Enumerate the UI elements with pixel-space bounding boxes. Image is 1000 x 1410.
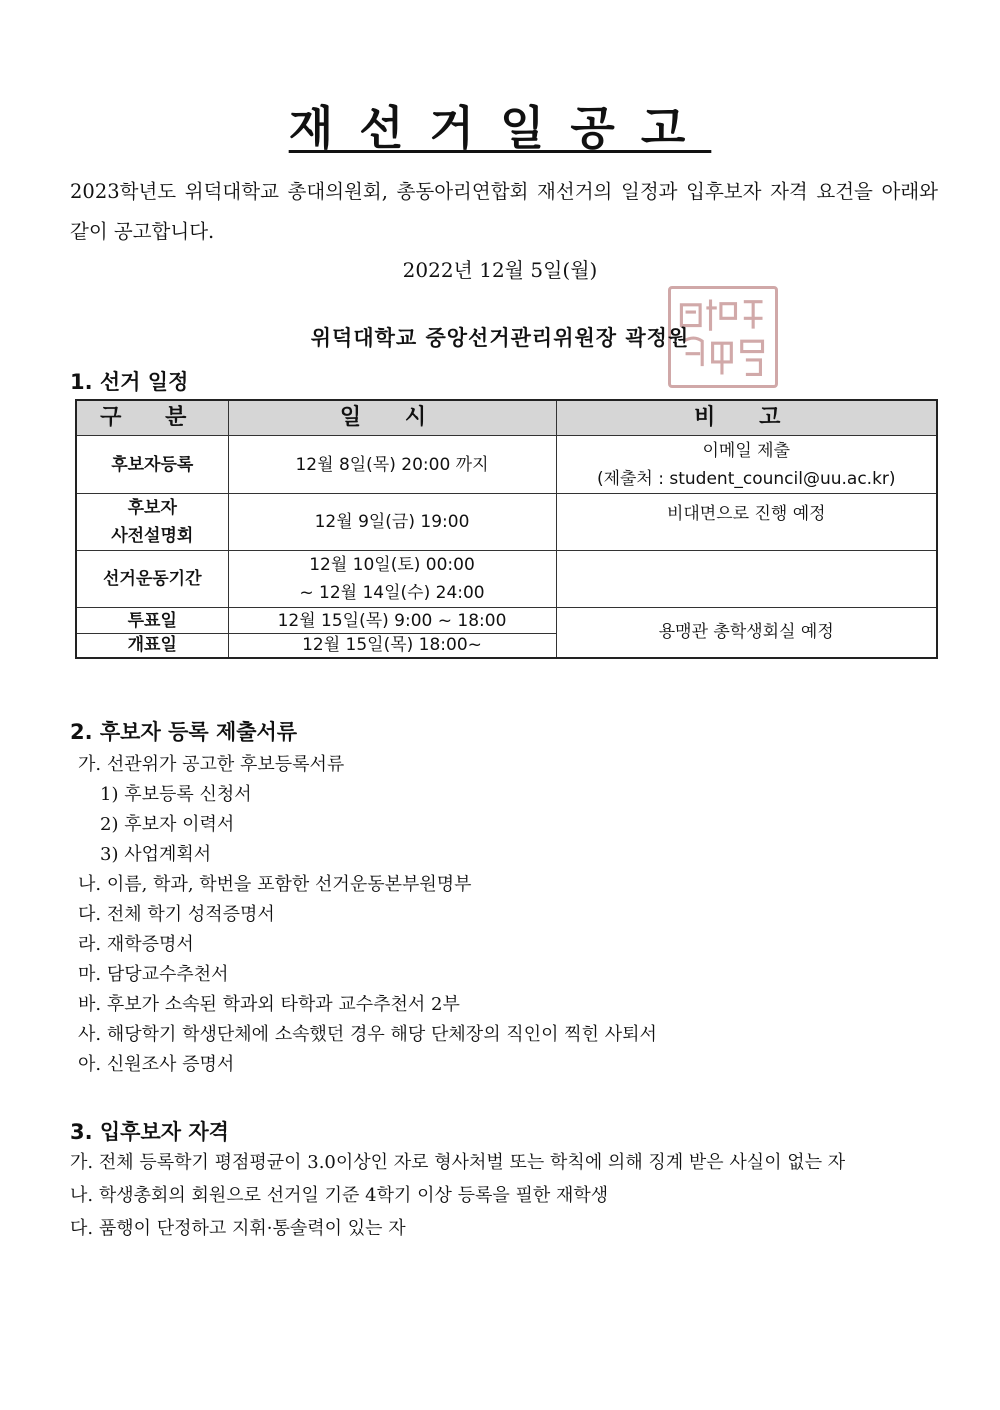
list-item: 3) 사업계획서 (100, 844, 212, 865)
list-item: 나. 학생총회의 회원으로 선거일 기준 4학기 이상 등록을 필한 재학생 (70, 1185, 609, 1206)
row-label-briefing-line2: 사전설명회 (111, 526, 194, 546)
row-label-briefing (76, 494, 228, 551)
list-item: 라. 재학증명서 (78, 934, 194, 955)
qualifications-list (70, 1146, 845, 1245)
announcement-date: 2022년 12월 5일(월) (402, 258, 598, 282)
row-time-registration: 12월 8일(목) 20:00 까지 (228, 436, 556, 494)
section-heading-qualifications: 3. 입후보자 자격 (70, 1120, 229, 1144)
table-row (76, 551, 937, 608)
list-item: 마. 담당교수추천서 (78, 964, 229, 985)
column-header-datetime: 일 시 (228, 400, 556, 436)
row-time-voting: 12월 15일(목) 9:00 ~ 18:00 (228, 608, 556, 634)
list-item: 바. 후보가 소속된 학과외 타학과 교수추천서 2부 (78, 994, 460, 1015)
list-item: 가. 전체 등록학기 평점평균이 3.0이상인 자로 형사처벌 또는 학칙에 의해 징계 받은 사실이 없는 자 (70, 1152, 846, 1173)
row-label-voting: 투표일 (76, 608, 228, 634)
row-time-campaign-end: ~ 12월 14일(수) 24:00 (299, 583, 485, 603)
list-item: 아. 신원조사 증명서 (78, 1054, 235, 1075)
list-item: 2) 후보자 이력서 (100, 814, 235, 835)
column-header-category: 구 분 (76, 400, 228, 436)
row-time-campaign-start: 12월 10일(토) 00:00 (309, 555, 475, 575)
table-row (76, 494, 937, 551)
section-heading-schedule: 1. 선거 일정 (70, 370, 189, 394)
row-label-counting: 개표일 (76, 634, 228, 658)
row-time-counting: 12월 15일(목) 18:00~ (228, 634, 556, 658)
row-note-campaign (556, 551, 937, 608)
table-row (76, 436, 937, 494)
note-email-submission: 이메일 제출 (702, 440, 790, 461)
row-note-registration (556, 436, 937, 494)
committee-chair-signature: 위덕대학교 중앙선거관리위원장 곽정원 (310, 326, 690, 350)
list-item: 가. 선관위가 공고한 후보등록서류 (78, 754, 345, 775)
table-header-row (76, 400, 937, 436)
section-heading-documents: 2. 후보자 등록 제출서류 (70, 720, 298, 744)
row-time-briefing: 12월 9일(금) 19:00 (228, 494, 556, 551)
row-label-briefing-line1: 후보자 (127, 498, 177, 518)
list-item: 다. 품행이 단정하고 지휘·통솔력이 있는 자 (70, 1218, 406, 1239)
list-item: 1) 후보등록 신청서 (100, 784, 252, 805)
table-row (76, 608, 937, 634)
intro-paragraph: 2023학년도 위덕대학교 총대의원회, 총동아리연합회 재선거의 일정과 입후보자 자격 요건을 아래와 같이 공고합니다. (70, 180, 938, 243)
list-item: 사. 해당학기 학생단체에 소속했던 경우 해당 단체장의 직인이 찍힌 사퇴서 (78, 1024, 657, 1045)
list-item: 다. 전체 학기 성적증명서 (78, 904, 275, 925)
row-label-registration: 후보자등록 (76, 436, 228, 494)
document-title: 재선거일공고 (288, 101, 712, 155)
documents-list (78, 750, 657, 1080)
column-header-remarks: 비 고 (556, 400, 937, 436)
election-schedule-table (75, 399, 938, 659)
note-email-address: (제출처 : student_council@uu.ac.kr) (596, 468, 896, 489)
row-label-campaign: 선거운동기간 (76, 551, 228, 608)
list-item: 나. 이름, 학과, 학번을 포함한 선거운동본부원명부 (78, 874, 472, 895)
row-time-campaign (228, 551, 556, 608)
row-note-briefing: 비대면으로 진행 예정 (556, 494, 937, 551)
row-note-venue: 용맹관 총학생회실 예정 (556, 608, 937, 658)
